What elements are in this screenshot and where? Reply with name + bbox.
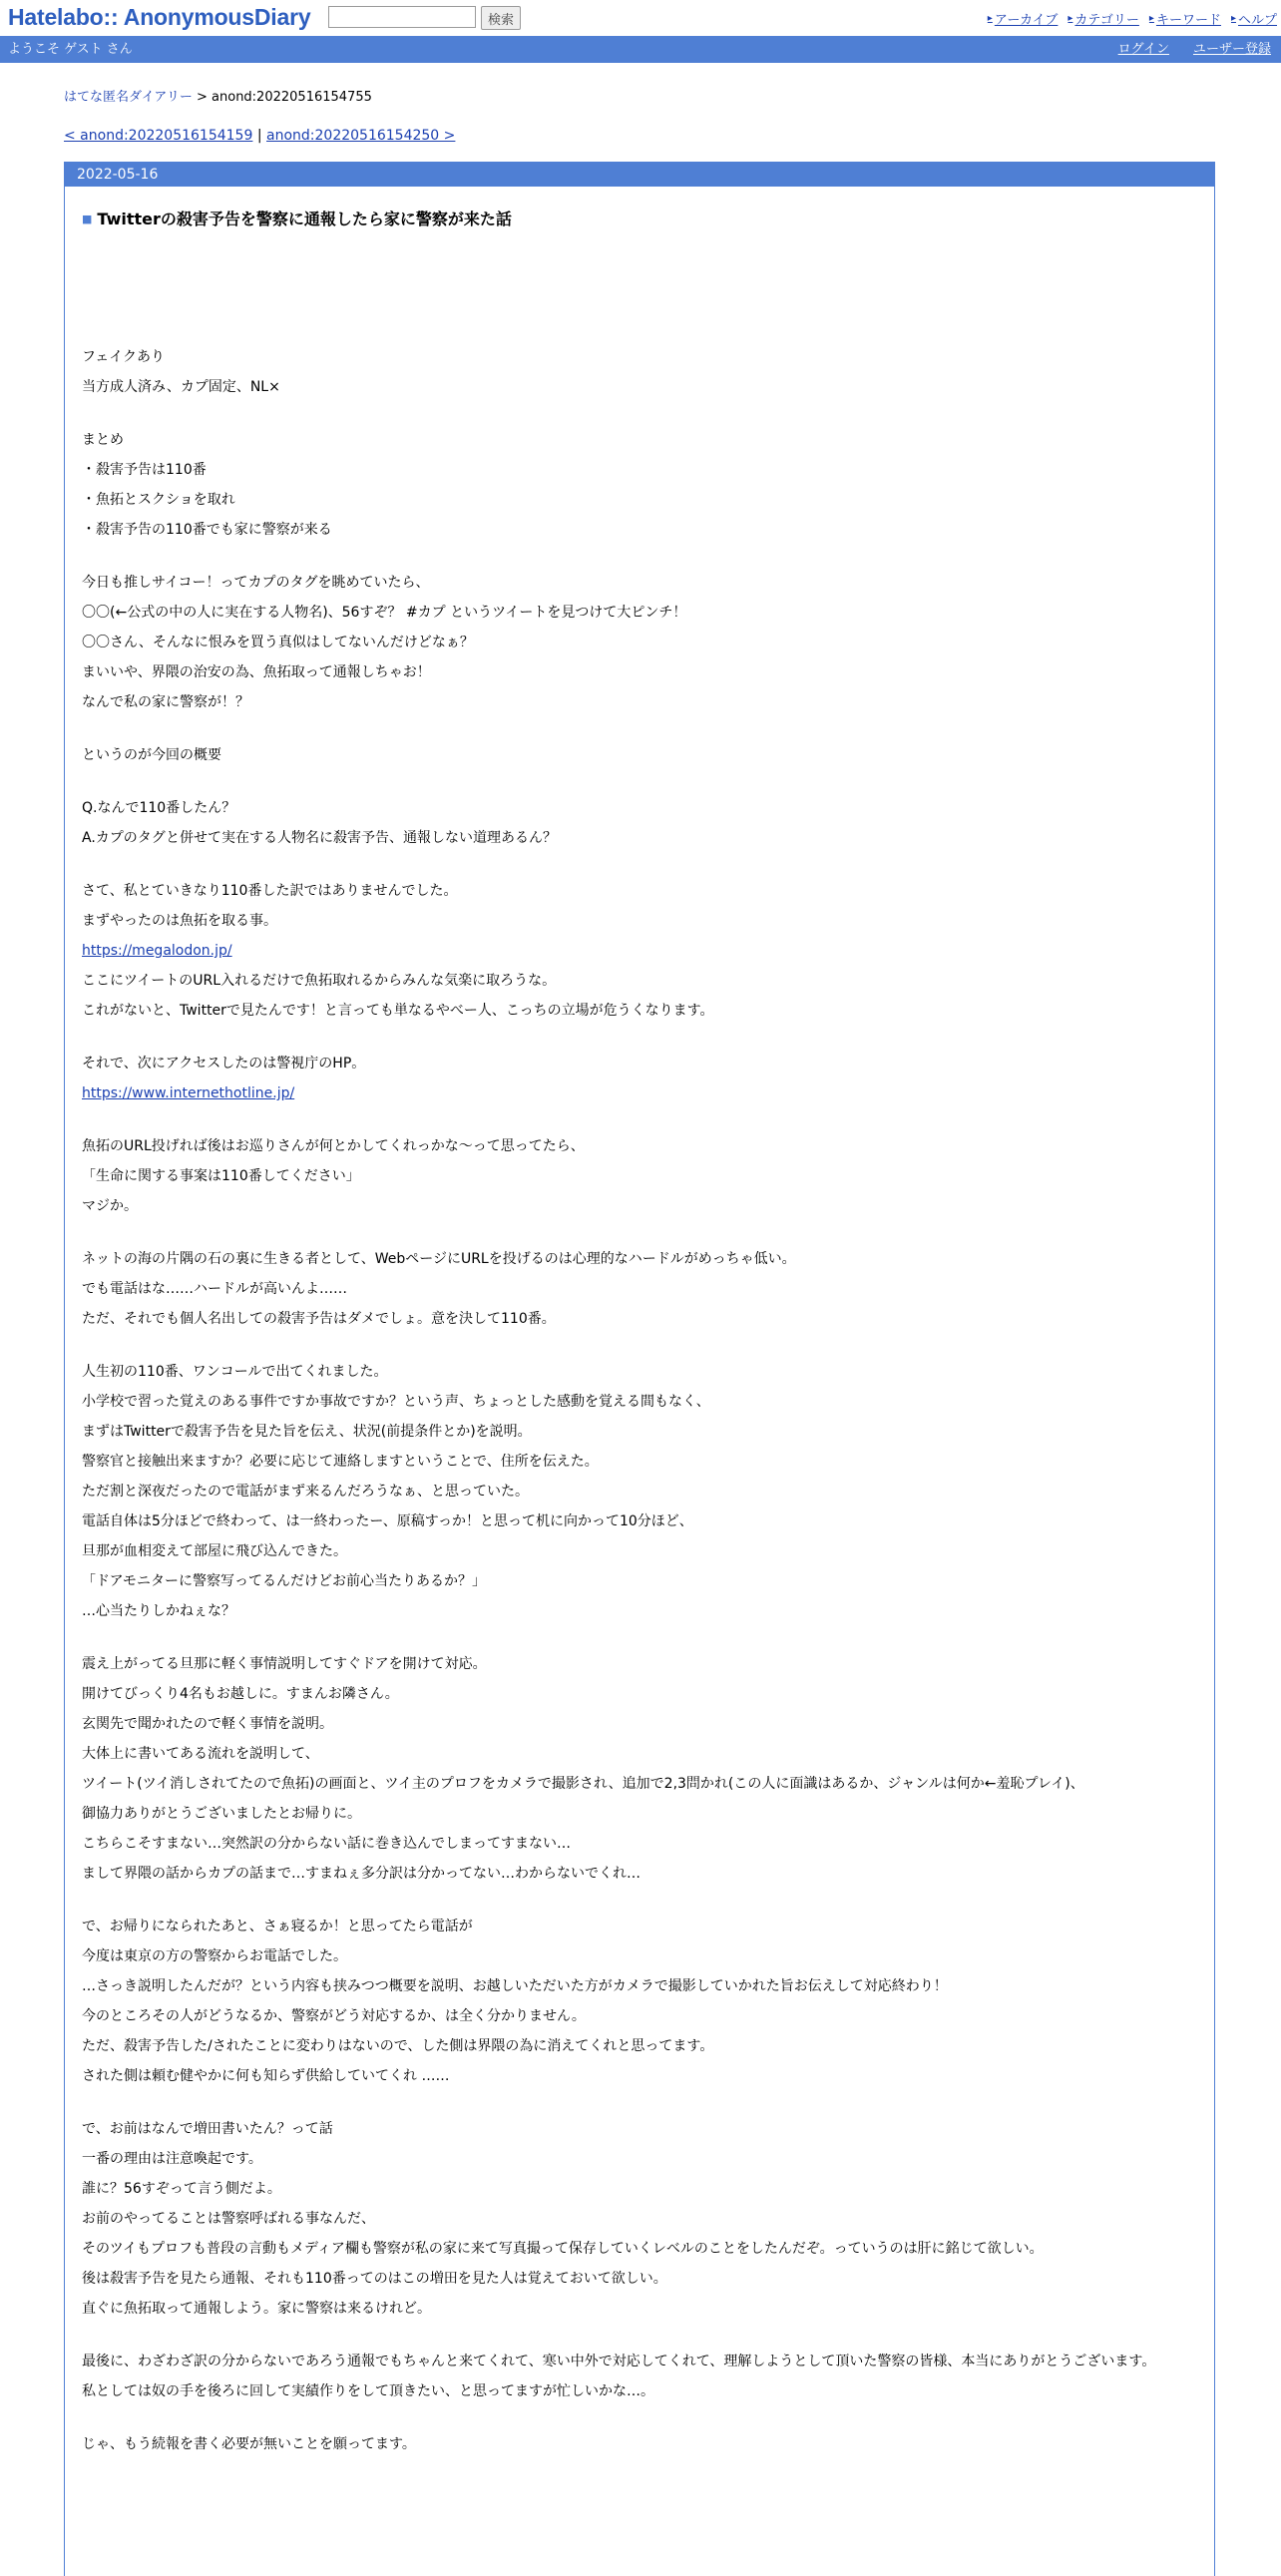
welcome-greeting: ようこそ ゲスト さん: [8, 42, 133, 57]
entry-line: 電話自体は5分ほどで終わって、は一終わったー、原稿すっか！と思って机に向かって10分ほど、: [82, 1513, 693, 1529]
nav-help-label: ヘルプ: [1237, 13, 1277, 28]
entry-line: ただ、殺害予告した/されたことに変わりはないので、した側は界隈の為に消えてくれと思ってます。: [82, 2038, 714, 2054]
entry-line: 今日も推しサイコー！ってカプのタグを眺めていたら、: [82, 575, 430, 591]
top-bar: [0, 0, 1281, 36]
entry-line: ・殺害予告は110番: [82, 462, 207, 478]
entry-line: じゃ、もう続報を書く必要が無いことを願ってます。: [82, 2436, 416, 2452]
entry-line: それで、次にアクセスしたのは警視庁のHP。: [82, 1056, 366, 1072]
entry-line: でも電話はな……ハードルが高いんよ……: [82, 1281, 347, 1297]
entry-title: [82, 207, 512, 229]
entry-line: まとめ: [82, 432, 124, 448]
search-input[interactable]: [328, 6, 476, 28]
entry-link[interactable]: https://www.internethotline.jp/: [82, 1085, 295, 1101]
search-button[interactable]: 検索: [481, 6, 521, 30]
entry-line: ・魚拓とスクショを取れ: [82, 492, 235, 508]
entry-line: 最後に、わざわざ訳の分からないであろう通報でもちゃんと来てくれて、寒い中外で対応してくれて、理解しようとして頂いた警察の皆様、本当にありがとうございます。: [82, 2354, 1156, 2369]
entry-paragraph: [82, 425, 1199, 545]
nav-keyword-label: キーワード: [1155, 13, 1221, 28]
entry-line: そのツイもプロフも普段の言動もメディア欄も警察が私の家に来て写真撮って保存していくレベルのことをしたんだぞ。っていうのは肝に銘じて欲しい。: [82, 2241, 1044, 2257]
welcome-bar: [0, 36, 1281, 63]
entry-line: ・殺害予告の110番でも家に警察が来る: [82, 522, 332, 538]
entry-line: 「生命に関する事案は110番してください」: [82, 1168, 360, 1184]
entry-title-text: Twitterの殺害予告を警察に通報したら家に警察が来た話: [97, 210, 512, 228]
login-link[interactable]: ログイン: [1117, 42, 1169, 57]
entry-line: 一番の理由は注意喚起です。: [82, 2151, 262, 2167]
diary-day-section: [64, 162, 1215, 2576]
nav-category-label: カテゴリー: [1074, 13, 1139, 28]
entry-line: 〇〇さん、そんなに恨みを買う真似はしてないんだけどなぁ？: [82, 635, 474, 650]
nav-archive-label: アーカイブ: [994, 13, 1059, 28]
breadcrumb-separator: >: [196, 90, 208, 105]
entry-line: マジか。: [82, 1198, 138, 1214]
chevron-right-icon: ▸: [987, 13, 993, 24]
entry-paragraph: [82, 876, 1199, 1026]
entry-line: 震え上がってる旦那に軽く事情説明してすぐドアを開けて対応。: [82, 1656, 487, 1672]
chevron-right-icon: ▸: [1148, 13, 1154, 24]
entry-line: 大体上に書いてある流れを説明して、: [82, 1746, 319, 1762]
top-nav: [988, 9, 1277, 28]
entry-line: まずはTwitterで殺害予告を見た旨を伝え、状況(前提条件とか)を説明。: [82, 1424, 532, 1440]
entry-line: さて、私とていきなり110番した訳ではありませんでした。: [82, 883, 458, 899]
entry-line: これがないと、Twitterで見たんです！と言っても単なるやべー人、こっちの立場が危うくなります。: [82, 1003, 714, 1019]
entry-line: というのが今回の概要: [82, 747, 221, 763]
entry-line: 今のところその人がどうなるか、警察がどう対応するか、は全く分かりません。: [82, 2008, 586, 2024]
entry-paragraph: [82, 1244, 1199, 1334]
entry-line: まして界隈の話からカプの話まで…すまねぇ多分訳は分かってない…わからないでくれ…: [82, 1866, 640, 1882]
entry-paragraph: [82, 2347, 1199, 2406]
entry-line: A.カプのタグと併せて実在する人物名に殺害予告、通報しない道理あるん？: [82, 830, 558, 846]
entry-line: なんで私の家に警察が！？: [82, 694, 249, 710]
entry-paragraph: [82, 2114, 1199, 2324]
nav-archive-link[interactable]: [988, 9, 1059, 28]
entry-permalink-square-icon[interactable]: ■: [82, 213, 93, 225]
entry-paragraph: [82, 1049, 1199, 1108]
entry-line: 開けてびっくり4名もお越しに。すまんお隣さん。: [82, 1686, 399, 1702]
entry-line: まずやったのは魚拓を取る事。: [82, 913, 277, 929]
entry-line: ツイート(ツイ消しされてたので魚拓)の画面と、ツイ主のプロフをカメラで撮影され、追加で2,3問かれ(この人に面識はあるか、ジャンルは何か←羞恥プレイ)、: [82, 1776, 1084, 1792]
entry-line: …さっき説明したんだが？という内容も挟みつつ概要を説明、お越しいただいた方がカメラで撮影していかれた旨お伝えして対応終わり！: [82, 1978, 948, 1994]
entry-line: 旦那が血相変えて部屋に飛び込んできた。: [82, 1543, 347, 1559]
entry-line: 御協力ありがとうございましたとお帰りに。: [82, 1806, 361, 1822]
site-logo[interactable]: Hatelabo:: AnonymousDiary: [8, 4, 311, 30]
pager-separator: |: [256, 128, 262, 144]
entry-line: 後は殺害予告を見たら通報、それも110番ってのはこの増田を見た人は覚えておいて欲しい。: [82, 2271, 667, 2287]
account-links: [1118, 36, 1271, 63]
breadcrumb: [64, 86, 372, 105]
entry-paragraph: [82, 1649, 1199, 1889]
entry-line: 今度は東京の方の警察からお電話でした。: [82, 1948, 347, 1964]
entry-line: 玄関先で聞かれたので軽く事情を説明。: [82, 1716, 333, 1732]
entry-paragraph: [82, 1912, 1199, 2091]
register-link[interactable]: ユーザー登録: [1192, 42, 1271, 57]
day-date-header: 2022-05-16: [65, 163, 1214, 187]
entry-line: 私としては奴の手を後ろに回して実績作りをして頂きたい、と思ってますが忙しいかな…。: [82, 2383, 654, 2399]
entry-line: ただ、それでも個人名出しての殺害予告はダメでしょ。意を決して110番。: [82, 1311, 556, 1327]
entry-line: 警察官と接触出来ますか？必要に応じて連絡しますということで、住所を伝えた。: [82, 1454, 599, 1470]
entry-paragraph: [82, 2429, 1199, 2459]
entry-paragraph: [82, 740, 1199, 770]
entry-line: 魚拓のURL投げれば後はお巡りさんが何とかしてくれっかな〜って思ってたら、: [82, 1138, 585, 1154]
entry-line: 「ドアモニターに警察写ってるんだけどお前心当たりあるか？」: [82, 1573, 487, 1589]
chevron-right-icon: ▸: [1068, 13, 1073, 24]
entry-line: 人生初の110番、ワンコールで出てくれました。: [82, 1364, 388, 1380]
entry-line: 誰に？56すぞって言う側だよ。: [82, 2181, 281, 2197]
entry-line: ここにツイートのURL入れるだけで魚拓取れるからみんな気楽に取ろうな。: [82, 973, 557, 989]
breadcrumb-current: anond:20220516154755: [212, 90, 372, 105]
entry-line: 直ぐに魚拓取って通報しよう。家に警察は来るけれど。: [82, 2301, 431, 2317]
entry-line: で、お前はなんで増田書いたん？って話: [82, 2121, 333, 2137]
entry-body: [82, 342, 1199, 2482]
entry-paragraph: [82, 793, 1199, 853]
entry-line: お前のやってることは警察呼ばれる事なんだ、: [82, 2211, 375, 2227]
entry-line: で、お帰りになられたあと、さぁ寝るか！と思ってたら電話が: [82, 1919, 473, 1934]
entry-line: 当方成人済み、カプ固定、NL×: [82, 379, 280, 395]
entry-line: 小学校で習った覚えのある事件ですか事故ですか？という声、ちょっとした感動を覚える間もなく、: [82, 1394, 710, 1410]
nav-category-link[interactable]: [1068, 9, 1139, 28]
entry-paragraph: [82, 568, 1199, 717]
entry-pager: [64, 128, 455, 144]
entry-line: ネットの海の片隅の石の裏に生きる者として、WebページにURLを投げるのは心理的なハードルがめっちゃ低い。: [82, 1251, 796, 1267]
entry-line: ただ割と深夜だったので電話がまず来るんだろうなぁ、と思っていた。: [82, 1484, 529, 1500]
entry-line: Q.なんで110番したん？: [82, 800, 236, 816]
entry-line: まいいや、界隈の治安の為、魚拓取って通報しちゃお！: [82, 664, 431, 680]
breadcrumb-home-link[interactable]: はてな匿名ダイアリー: [64, 90, 193, 105]
entry-link[interactable]: https://megalodon.jp/: [82, 943, 232, 959]
nav-keyword-link[interactable]: [1149, 9, 1221, 28]
entry-line: こちらこそすまない…突然訳の分からない話に巻き込んでしまってすまない…: [82, 1836, 571, 1852]
chevron-right-icon: ▸: [1230, 13, 1236, 24]
entry-line: 〇〇(←公式の中の人に実在する人物名)、56すぞ？ #カプ というツイートを見つけて大ピンチ！: [82, 605, 687, 621]
entry-line: …心当たりしかねぇな？: [82, 1603, 235, 1619]
entry-line: フェイクあり: [82, 349, 166, 365]
entry-paragraph: [82, 1131, 1199, 1221]
entry-paragraph: [82, 342, 1199, 402]
prev-entry-link[interactable]: < anond:20220516154159: [64, 128, 253, 144]
next-entry-link[interactable]: anond:20220516154250 >: [266, 128, 456, 144]
entry-line: された側は頼む健やかに何も知らず供給していてくれ ……: [82, 2068, 450, 2084]
entry-paragraph: [82, 1357, 1199, 1626]
nav-help-link[interactable]: [1231, 9, 1277, 28]
